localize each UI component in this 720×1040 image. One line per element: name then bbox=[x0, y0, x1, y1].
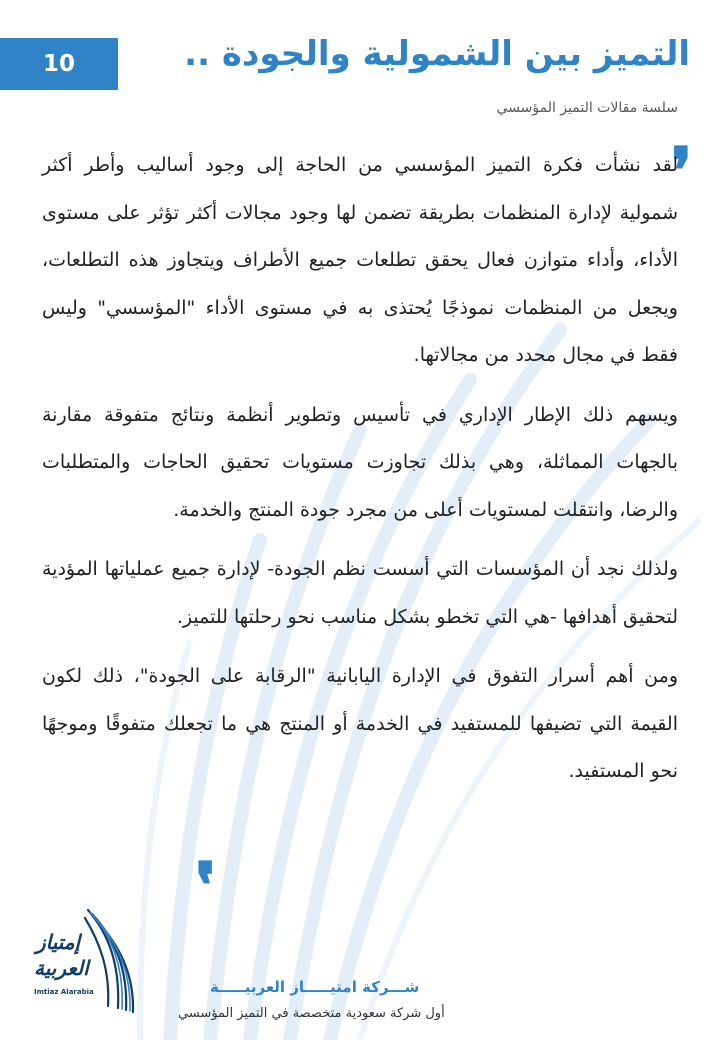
paragraph: لقد نشأت فكرة التميز المؤسسي من الحاجة إلى وجود أساليب وأطر أكثر شمولية لإدارة المنظمات بطريقة تضمن لها وجود مجالات أكثر تؤثر على مستوى الأداء، وأداء متوازن فعال يحقق تطلعات جميع الأطراف ويتجاوز هذه التطلعات، ويجعل من المنظمات نموذجًا يُحتذى به في مستوى الأداء "المؤسسي" وليس فقط في مجال محدد من مجالاتها. bbox=[42, 154, 678, 366]
close-quote-icon: ❜ bbox=[194, 849, 215, 924]
page-number-badge: 10 bbox=[0, 38, 118, 90]
logo-latin-name: Imtiaz Alarabia bbox=[34, 988, 94, 996]
paragraph: ولذلك نجد أن المؤسسات التي أسست نظم الجودة- لإدارة جميع عملياتها المؤدية لتحقيق أهدافها -هي التي تخطو بشكل مناسب نحو رحلتها للتميز. bbox=[42, 558, 678, 628]
paragraph: ويسهم ذلك الإطار الإداري في تأسيس وتطوير أنظمة ونتائج متفوقة مقارنة بالجهات المماثلة، وهي بذلك تجاوزت مستويات تحقيق الحاجات والمتطلبات والرضا، وانتقلت لمستويات أعلى من مجرد جودة المنتج والخدمة. bbox=[42, 403, 678, 521]
paragraph: ومن أهم أسرار التفوق في الإدارة اليابانية "الرقابة على الجودة"، ذلك لكون القيمة التي تضيفها للمستفيد في الخدمة أو المنتج هي ما تجعلك متفوقًا وموجهًا نحو المستفيد. bbox=[42, 665, 678, 782]
open-quote-icon: ❜ bbox=[671, 134, 692, 209]
company-logo bbox=[30, 908, 135, 1018]
footer-tagline: أول شركة سعودية متخصصة في التميز المؤسسي bbox=[178, 1006, 445, 1021]
logo-word-1: إمتياز bbox=[36, 930, 81, 954]
logo-word-2: العربية bbox=[34, 956, 89, 980]
page-title: التميز بين الشمولية والجودة .. bbox=[184, 34, 690, 74]
footer-company-name: شـــركة امتيـــــاز العربيـــــة bbox=[210, 978, 420, 996]
article-body bbox=[42, 142, 678, 808]
series-subtitle: سلسة مقالات التميز المؤسسي bbox=[496, 100, 678, 116]
